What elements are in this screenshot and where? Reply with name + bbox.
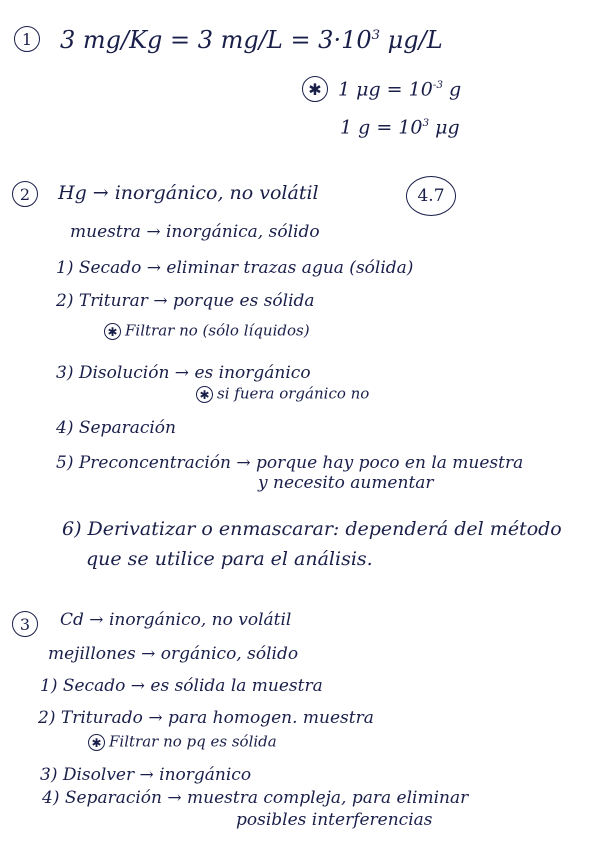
section-2-sample: muestra → inorgánica, sólido (70, 222, 320, 242)
conversion-1 (338, 80, 461, 99)
section-2-step-6: 6) Derivatizar o enmascarar: dependerá del método (62, 518, 562, 540)
section-2-step-5-continued: y necesito aumentar (258, 473, 434, 493)
conversion-2 (340, 118, 460, 137)
conversion-1-text: 1 μg = 10 (338, 78, 433, 101)
section-1-number: 1 (14, 26, 40, 52)
section-3-step-3: 3) Disolver → inorgánico (40, 765, 252, 785)
section-2-step-1: 1) Secado → eliminar trazas agua (sólida) (56, 258, 414, 278)
section-3-step-2: 2) Triturado → para homogen. muestra (38, 708, 374, 728)
equation-exponent: 3 (371, 28, 381, 43)
section-3-step-4: 4) Separación → muestra compleja, para eliminar (42, 788, 469, 808)
asterisk-note-icon: ✱ (104, 323, 121, 340)
section-1-equation (60, 28, 443, 52)
step-3-note-text: si fuera orgánico no (217, 384, 370, 403)
section-3-step-4-continued: posibles interferencias (236, 810, 433, 830)
grade-badge: 4.7 (406, 176, 456, 216)
section-2-step-6-continued: que se utilice para el análisis. (86, 548, 373, 570)
asterisk-note-icon: ✱ (302, 76, 328, 102)
asterisk-note-icon: ✱ (88, 734, 105, 751)
step-2-note-text: Filtrar no pq es sólida (109, 732, 277, 751)
section-2-step-2-note (104, 323, 310, 340)
conversion-2-text: 1 g = 10 (340, 116, 423, 139)
equation-unit: μg/L (380, 26, 443, 54)
conversion-2-exponent: 3 (422, 117, 430, 129)
section-3-element: Cd → inorgánico, no volátil (60, 610, 292, 630)
section-2-step-5: 5) Preconcentración → porque hay poco en la muestra (56, 453, 524, 473)
section-2-step-3: 3) Disolución → es inorgánico (56, 363, 311, 383)
section-3-step-2-note (88, 734, 277, 751)
equation-text: 3 mg/Kg = 3 mg/L = 3·10 (60, 26, 372, 54)
section-3-sample: mejillones → orgánico, sólido (48, 644, 299, 664)
asterisk-note-icon: ✱ (196, 386, 213, 403)
step-2-note-text: Filtrar no (sólo líquidos) (125, 321, 310, 340)
section-2-step-3-note (196, 386, 369, 403)
conversion-2-unit: μg (429, 116, 460, 139)
conversion-1-unit: g (443, 78, 462, 101)
section-3-step-1: 1) Secado → es sólida la muestra (40, 676, 323, 696)
section-2-step-2: 2) Triturar → porque es sólida (56, 291, 315, 311)
section-2-element: Hg → inorgánico, no volátil (58, 182, 319, 204)
conversion-1-exponent: -3 (432, 79, 443, 91)
section-2-number: 2 (12, 181, 38, 207)
section-2-step-4: 4) Separación (56, 418, 176, 438)
section-3-number: 3 (12, 611, 38, 637)
